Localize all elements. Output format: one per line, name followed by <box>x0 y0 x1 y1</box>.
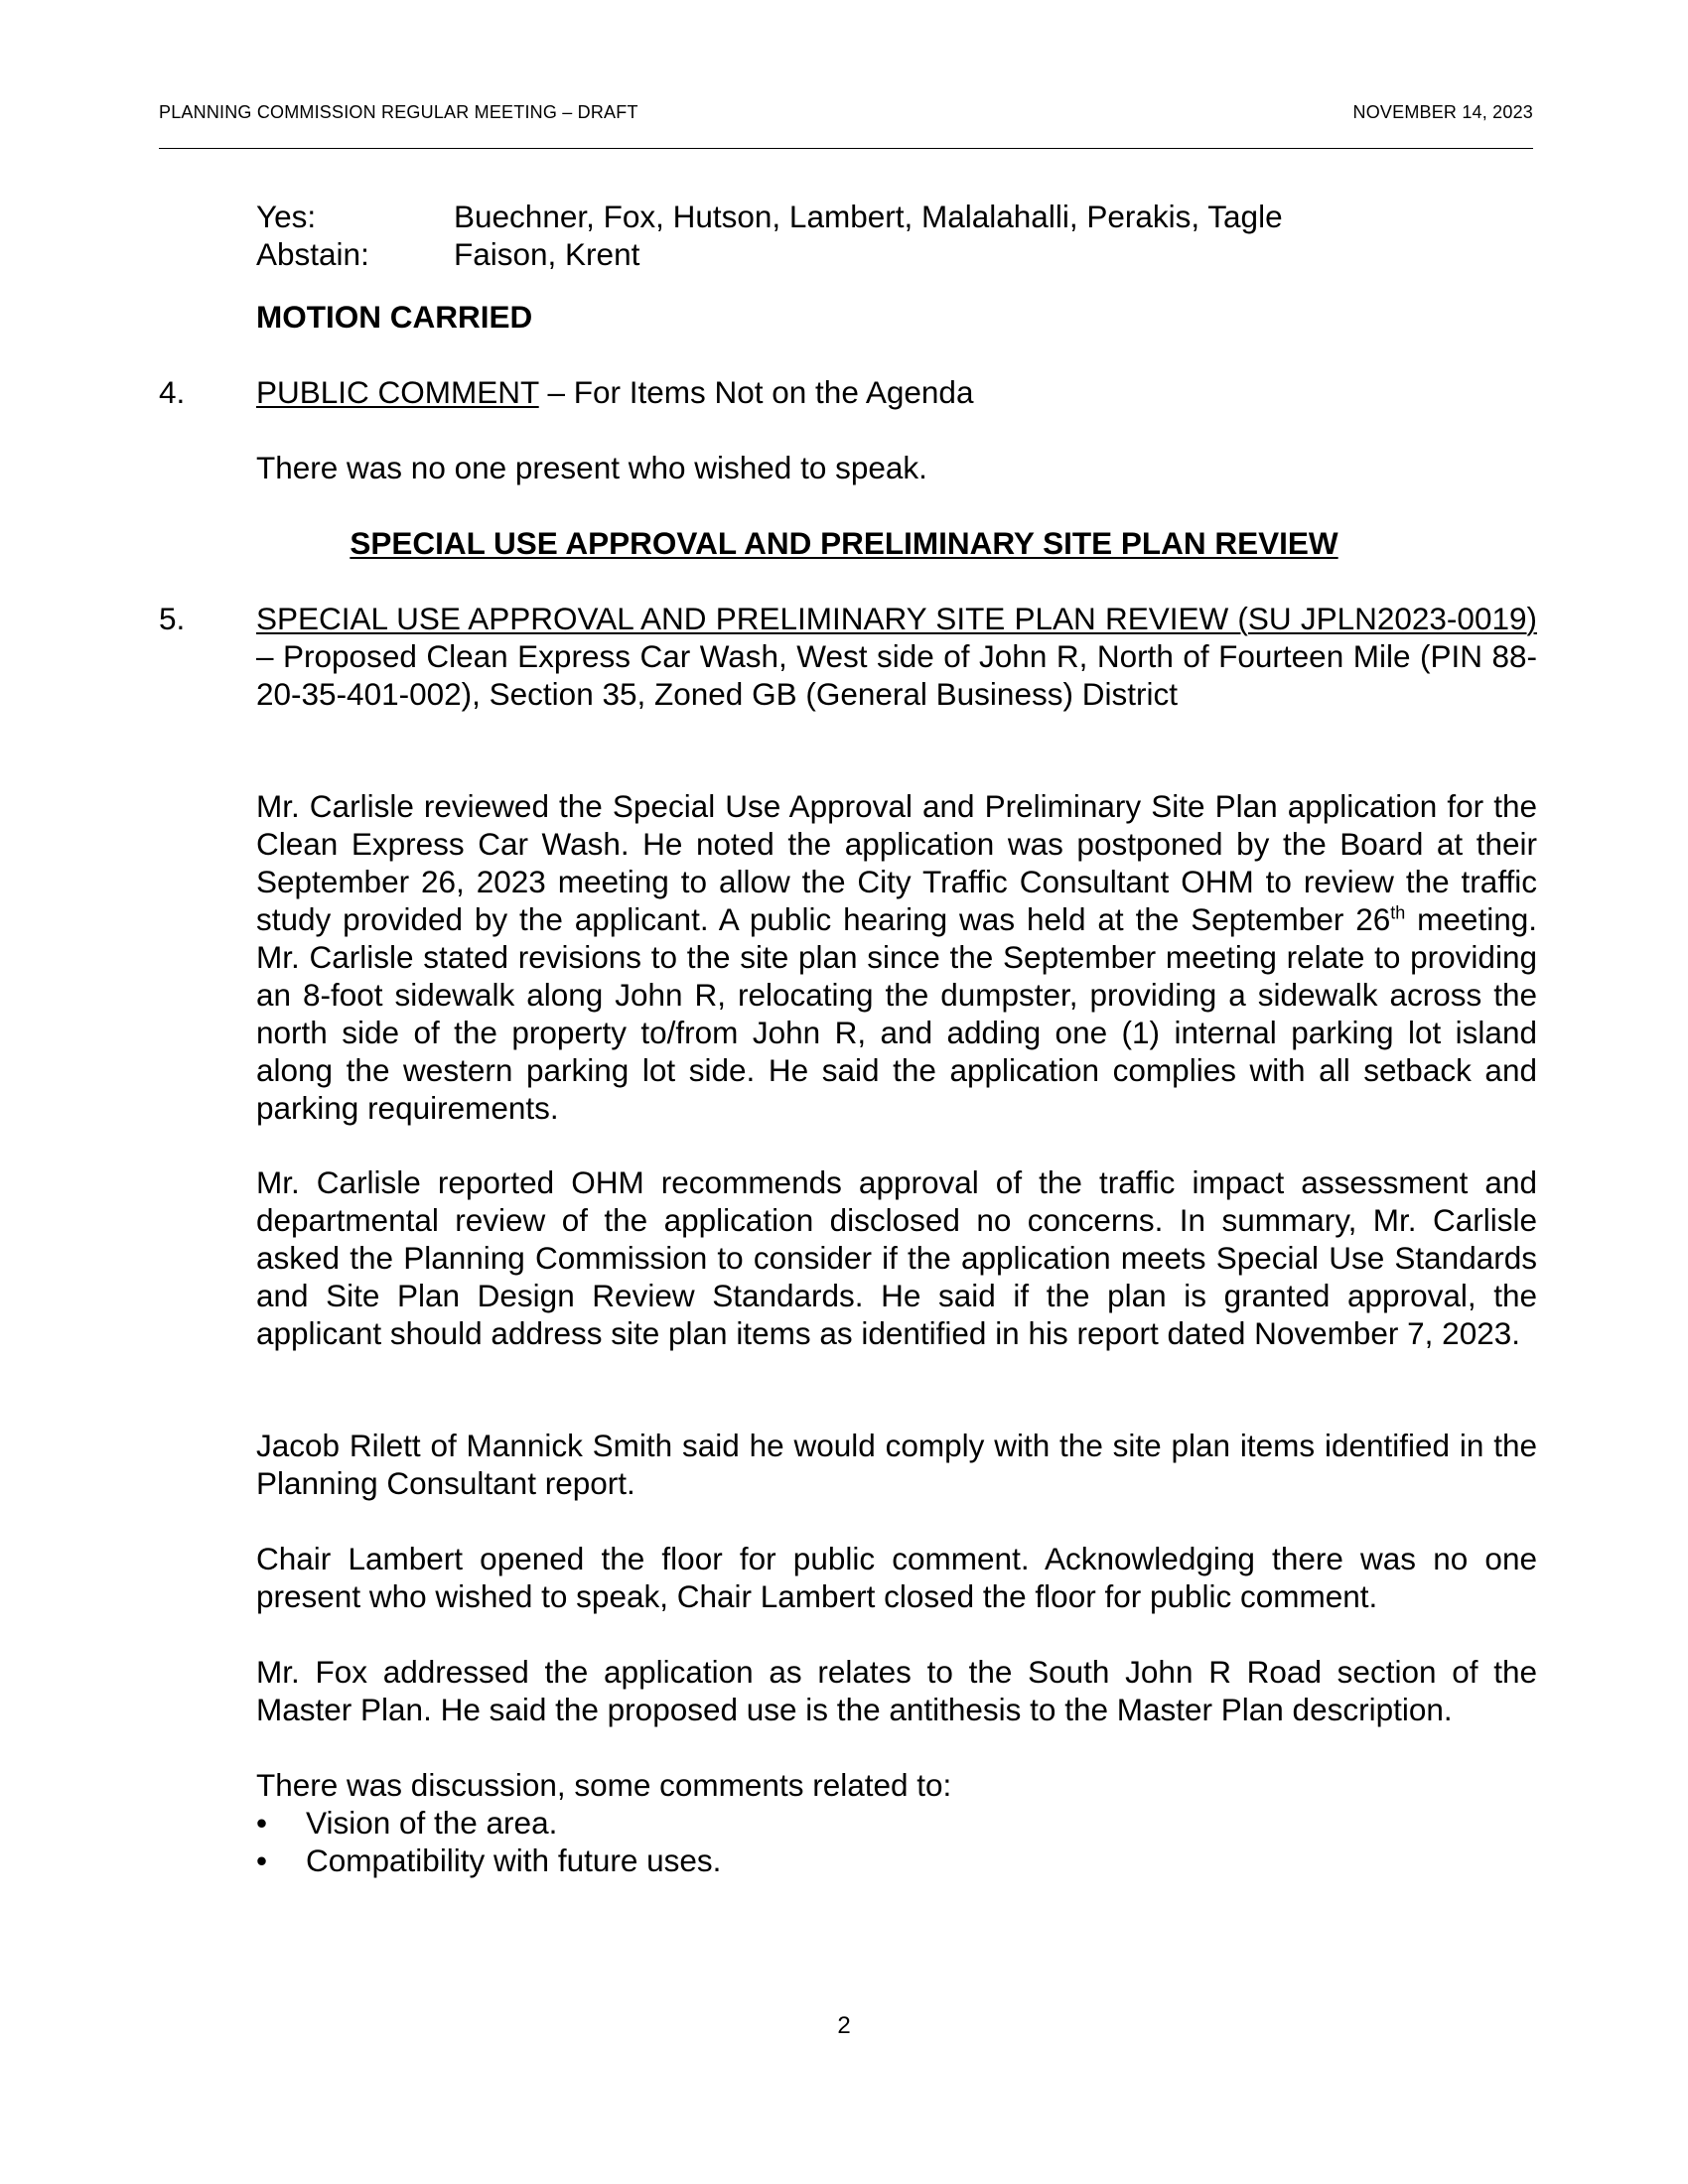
item-5-paragraph-1 <box>256 787 1537 1127</box>
vote-yes-row <box>256 198 1547 235</box>
section-heading <box>0 524 1688 562</box>
item-4-title-suffix: – For Items Not on the Agenda <box>538 374 974 410</box>
paragraph-1-text-a: Mr. Carlisle reviewed the Special Use Approval and Preliminary Site Plan application for the Clean Express Car Wash. He noted the application was postponed by the Board at their September 26, 2023 meeting to allow the City Traffic Consultant OHM to review the traffic study provided by the applicant. A public hearing was held at the September 26 <box>256 788 1537 937</box>
vote-abstain-row <box>256 235 1547 273</box>
item-5-number: 5. <box>159 601 186 636</box>
list-item-text: Compatibility with future uses. <box>306 1843 722 1878</box>
header-rule <box>159 148 1533 149</box>
item-4-text: There was no one present who wished to speak. <box>256 450 927 485</box>
vote-yes-names: Buechner, Fox, Hutson, Lambert, Malalahalli, Perakis, Tagle <box>454 199 1283 234</box>
item-5-paragraph-5: Mr. Fox addressed the application as relates to the South John R Road section of the Master Plan. He said the proposed use is the antithesis to the Master Plan description. <box>256 1654 1537 1727</box>
item-4-number: 4. <box>159 374 186 410</box>
header-left: PLANNING COMMISSION REGULAR MEETING – DRAFT <box>159 102 638 122</box>
list-item-text: Vision of the area. <box>306 1805 558 1841</box>
paragraph-1-text-b: meeting. Mr. Carlisle stated revisions to the site plan since the September meeting relate to providing an 8-foot sidewalk along John R, relocating the dumpster, providing a sidewalk across the north side of the property to/from John R, and adding one (1) internal parking lot island along the western parking lot side. He said the application complies with all setback and parking requirements. <box>256 901 1537 1126</box>
vote-abstain-label: Abstain: <box>256 236 369 272</box>
item-5-title-suffix: – Proposed Clean Express Car Wash, West side of John R, North of Fourteen Mile (PIN 88-20-35-401-002), Section 35, Zoned GB (General Business) District <box>256 638 1537 712</box>
item-5-title: SPECIAL USE APPROVAL AND PRELIMINARY SITE PLAN REVIEW (SU JPLN2023-0019) <box>256 601 1537 636</box>
bullet-icon: • <box>256 1843 268 1878</box>
item-5-paragraph-2: Mr. Carlisle reported OHM recommends approval of the traffic impact assessment and departmental review of the application disclosed no concerns. In summary, Mr. Carlisle asked the Planning Commission to consider if the application meets Special Use Standards and Site Plan Design Review Standards. He said if the plan is granted approval, the applicant should address site plan items as identified in his report dated November 7, 2023. <box>256 1164 1537 1351</box>
header-date: NOVEMBER 14, 2023 <box>1352 102 1533 122</box>
bullet-icon: • <box>256 1805 268 1841</box>
page-number: 2 <box>837 2012 851 2039</box>
discussion-intro: There was discussion, some comments related to: <box>256 1767 952 1803</box>
section-heading-text: SPECIAL USE APPROVAL AND PRELIMINARY SITE PLAN REVIEW <box>350 525 1338 561</box>
paragraph-1-superscript: th <box>1390 902 1406 923</box>
item-5-paragraph-3: Jacob Rilett of Mannick Smith said he would comply with the site plan items identified in the Planning Consultant report. <box>256 1428 1537 1501</box>
bullet-list <box>256 1804 1537 1879</box>
list-item <box>256 1842 1537 1879</box>
item-4-heading <box>256 373 1537 411</box>
list-item <box>256 1804 1537 1842</box>
item-5-heading <box>256 600 1537 713</box>
vote-abstain-names: Faison, Krent <box>454 236 640 272</box>
motion-result: MOTION CARRIED <box>256 299 533 335</box>
vote-yes-label: Yes: <box>256 199 317 234</box>
discussion-list <box>256 1804 1537 1879</box>
item-5-paragraph-4: Chair Lambert opened the floor for public comment. Acknowledging there was no one present who wished to speak, Chair Lambert closed the floor for public comment. <box>256 1541 1537 1614</box>
item-4-title: PUBLIC COMMENT <box>256 374 539 410</box>
